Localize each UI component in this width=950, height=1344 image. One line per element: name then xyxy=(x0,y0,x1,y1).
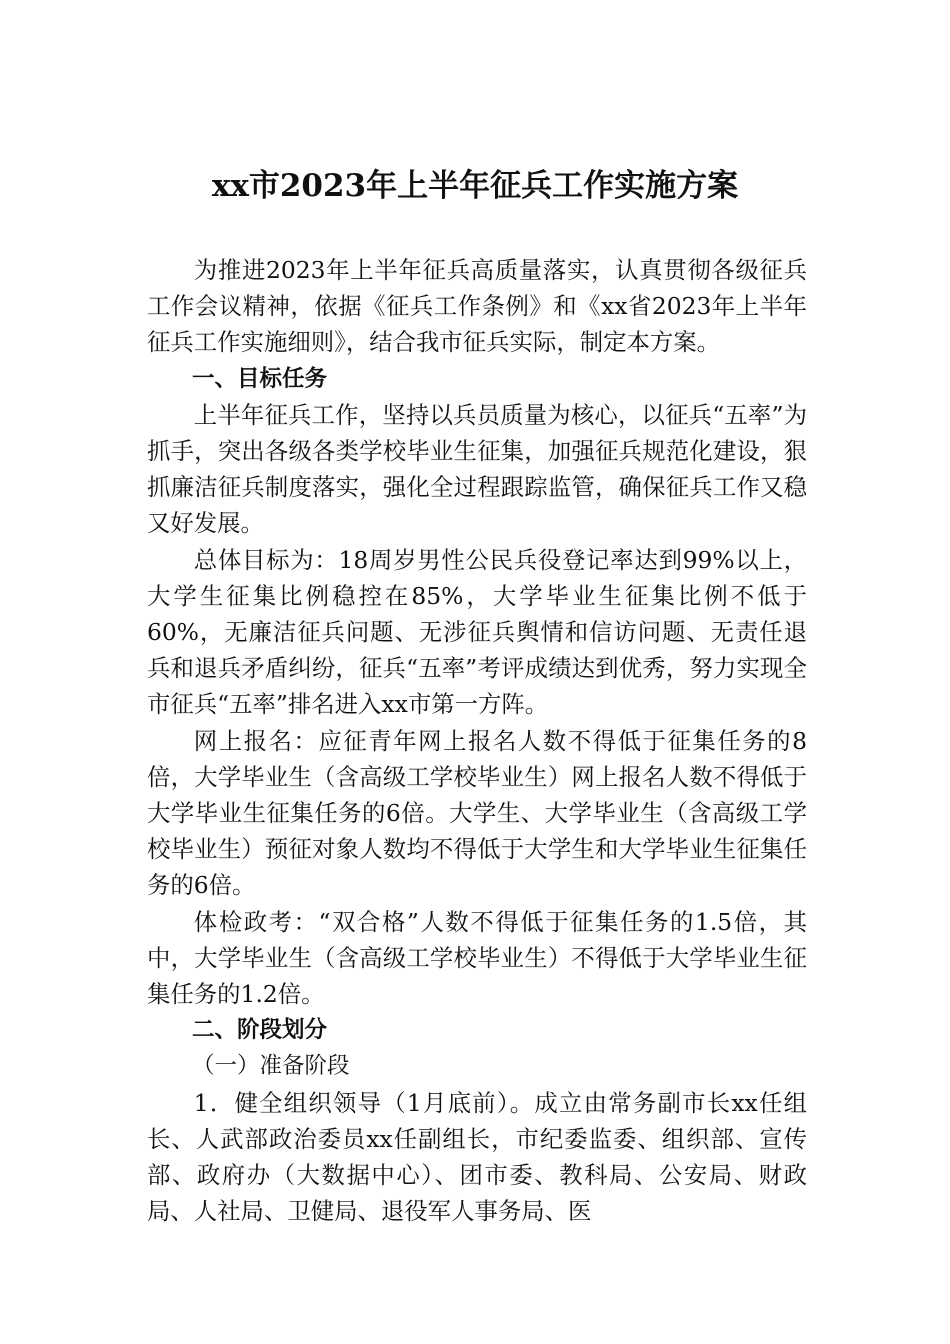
section-heading-goals: 一、目标任务 xyxy=(192,365,328,392)
document-title: xx市2023年上半年征兵工作实施方案 xyxy=(211,168,739,204)
goals-paragraph-2: 总体目标为：18周岁男性公民兵役登记率达到99%以上，大学生征集比例稳控在85%，大学毕业生征集比例不低于60%，无廉洁征兵问题、无涉征兵舆情和信访问题、无责任退兵和退兵矛盾纠纷，征兵“五率”考评成绩达到优秀，努力实现全市征兵“五率”排名进入xx市第一方阵。 xyxy=(147,545,807,719)
subsection-heading-preparation: （一）准备阶段 xyxy=(192,1053,350,1080)
intro-paragraph: 为推进2023年上半年征兵高质量落实，认真贯彻各级征兵工作会议精神，依据《征兵工作条例》和《xx省2023年上半年征兵工作实施细则》，结合我市征兵实际，制定本方案。 xyxy=(147,256,807,357)
preparation-item-1: 1．健全组织领导（1月底前）。成立由常务副市长xx任组长、人武部政治委员xx任副组长，市纪委监委、组织部、宣传部、政府办（大数据中心）、团市委、教科局、公安局、财政局、人社局、卫健局、退役军人事务局、医 xyxy=(147,1088,807,1226)
section-heading-stages: 二、阶段划分 xyxy=(192,1017,328,1044)
goals-paragraph-4: 体检政考：“双合格”人数不得低于征集任务的1.5倍，其中，大学毕业生（含高级工学校毕业生）不得低于大学毕业生征集任务的1.2倍。 xyxy=(147,907,807,1009)
goals-paragraph-3: 网上报名：应征青年网上报名人数不得低于征集任务的8倍，大学毕业生（含高级工学校毕业生）网上报名人数不得低于大学毕业生征集任务的6倍。大学生、大学毕业生（含高级工学校毕业生）预征对象人数均不得低于大学生和大学毕业生征集任务的6倍。 xyxy=(147,726,807,900)
document-body xyxy=(147,252,807,1229)
goals-paragraph-1: 上半年征兵工作，坚持以兵员质量为核心，以征兵“五率”为抓手，突出各级各类学校毕业生征集，加强征兵规范化建设，狠抓廉洁征兵制度落实，强化全过程跟踪监管，确保征兵工作又稳又好发展。 xyxy=(147,400,807,538)
